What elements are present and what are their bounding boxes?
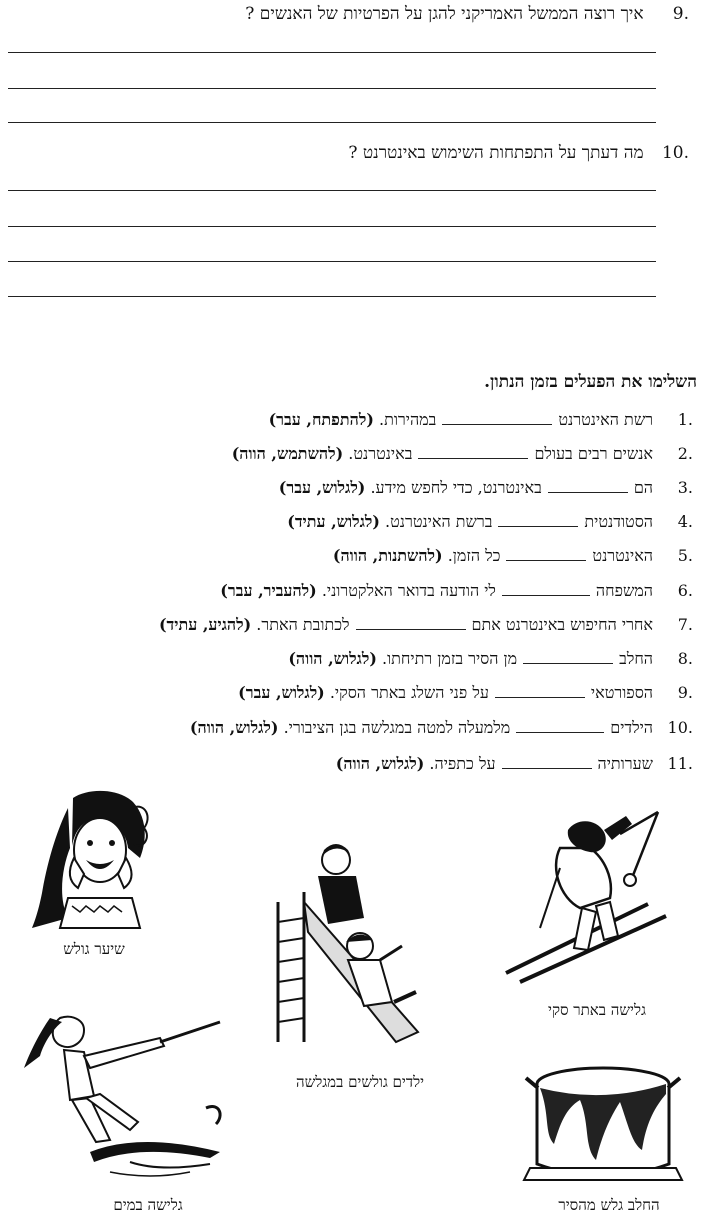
answer-line[interactable]	[8, 226, 656, 227]
item-number: .10	[667, 718, 693, 737]
item-number: .8	[677, 649, 693, 668]
fill-in-blank[interactable]	[516, 718, 604, 733]
item-text-before: הספורטאי	[590, 683, 653, 702]
item-number: .1	[677, 410, 693, 429]
item-hint: (להשתמש, הווה)	[231, 444, 344, 463]
exercise-item	[6, 581, 697, 605]
item-text-before: החלב	[619, 649, 653, 668]
fill-in-blank[interactable]	[506, 546, 586, 561]
item-text-before: אנשים רבים בעולם	[534, 444, 653, 463]
exercise-item	[6, 683, 697, 707]
item-text-after: כל הזמן.	[447, 546, 501, 565]
item-number: .6	[677, 581, 693, 600]
item-text-after: באינטרנט.	[348, 444, 413, 463]
item-hint: (להתפתח, עבר)	[268, 410, 374, 429]
exercise-item	[6, 478, 697, 502]
caption-water: גלישה במים	[113, 1196, 183, 1214]
item-text-after: לי הודעה בדואר האלקטרוני.	[321, 581, 496, 600]
boiling-pot-picture	[520, 1064, 686, 1184]
caption-milk: החלב גלש מהסיר	[558, 1196, 660, 1214]
woman-hair-picture	[28, 788, 152, 928]
caption-slide: ילדים גולשים במגלשה	[295, 1073, 425, 1091]
item-hint: (להגיע, עתיד)	[158, 615, 252, 634]
item-text-before: המשפחה	[595, 581, 653, 600]
item-hint: (לגלוש, עבר)	[238, 683, 325, 702]
answer-line[interactable]	[8, 52, 656, 53]
item-text-after: באינטרנט, כדי לחפש מידע.	[370, 478, 542, 497]
item-hint: (לגלוש, עבר)	[278, 478, 366, 497]
question-text: מה דעתך על התפתחות השימוש באינטרנט ?	[348, 143, 644, 163]
item-hint: (להעביר, עבר)	[220, 581, 317, 600]
question-text: איך רוצה הממשל האמריקני להגן על הפרטיות של האנשים ?	[245, 4, 644, 24]
children-slide-picture	[268, 842, 428, 1052]
item-text-before: הסטודנטית	[584, 512, 653, 531]
item-text-after: מן הסיר בזמן רתיחתו.	[381, 649, 518, 668]
item-text-after: על פני השלג באתר הסקי.	[329, 683, 489, 702]
item-text-before: אחרי החיפוש באינטרנט אתם	[471, 615, 653, 634]
item-text-before: הילדים	[610, 718, 653, 737]
fill-in-blank[interactable]	[356, 615, 466, 630]
item-text-before: שערותיה	[597, 754, 653, 773]
answer-line[interactable]	[8, 296, 656, 297]
item-number: .11	[667, 754, 693, 773]
answer-line[interactable]	[8, 88, 656, 89]
question-number: .10	[661, 143, 689, 163]
exercise-item	[6, 512, 697, 536]
item-hint: (לגלוש, הווה)	[189, 718, 279, 737]
skier-picture	[500, 808, 680, 983]
fill-in-blank[interactable]	[502, 754, 592, 769]
fill-in-blank[interactable]	[442, 410, 552, 425]
fill-in-blank[interactable]	[502, 581, 590, 596]
item-number: .5	[677, 546, 693, 565]
caption-hair: שיער גולש	[63, 940, 125, 958]
question-9	[39, 4, 689, 24]
question-number: .9	[672, 4, 689, 24]
item-hint: (לגלוש, עתיד)	[287, 512, 380, 531]
fill-in-blank[interactable]	[495, 683, 585, 698]
answer-line[interactable]	[8, 261, 656, 262]
item-text-before: רשת האינטרנט	[558, 410, 653, 429]
item-hint: (להשתנות, הווה)	[332, 546, 443, 565]
item-text-after: ברשת האינטרנט.	[385, 512, 493, 531]
fill-in-blank[interactable]	[498, 512, 578, 527]
item-text-after: על כתפיה.	[429, 754, 496, 773]
exercise-item	[6, 546, 697, 570]
answer-line[interactable]	[8, 122, 656, 123]
water-ski-picture	[10, 1012, 230, 1182]
fill-in-blank[interactable]	[523, 649, 613, 664]
item-number: .3	[677, 478, 693, 497]
exercise-item	[6, 649, 697, 673]
caption-ski: גלישה באתר סקי	[548, 1001, 646, 1019]
exercise-item	[6, 718, 697, 742]
item-text-before: האינטרנט	[592, 546, 653, 565]
fill-in-blank[interactable]	[418, 444, 528, 459]
item-text-after: לכתובת האתר.	[256, 615, 350, 634]
item-number: .2	[677, 444, 693, 463]
item-text-after: במהירות.	[378, 410, 437, 429]
exercise-item	[6, 444, 697, 468]
exercise-item	[6, 410, 697, 434]
exercise-title: השלימו את הפעלים בזמן הנתון.	[484, 372, 697, 392]
question-10	[39, 143, 689, 163]
item-hint: (לגלוש, הווה)	[335, 754, 425, 773]
item-hint: (לגלוש, הווה)	[288, 649, 377, 668]
exercise-item	[6, 754, 697, 778]
fill-in-blank[interactable]	[548, 478, 628, 493]
item-number: .4	[677, 512, 693, 531]
item-number: .9	[677, 683, 693, 702]
item-number: .7	[677, 615, 693, 634]
item-text-before: הם	[633, 478, 653, 497]
exercise-item	[6, 615, 697, 639]
answer-line[interactable]	[8, 190, 656, 191]
item-text-after: מלמעלה למטה במגלשה בגן הציבורי.	[283, 718, 511, 737]
